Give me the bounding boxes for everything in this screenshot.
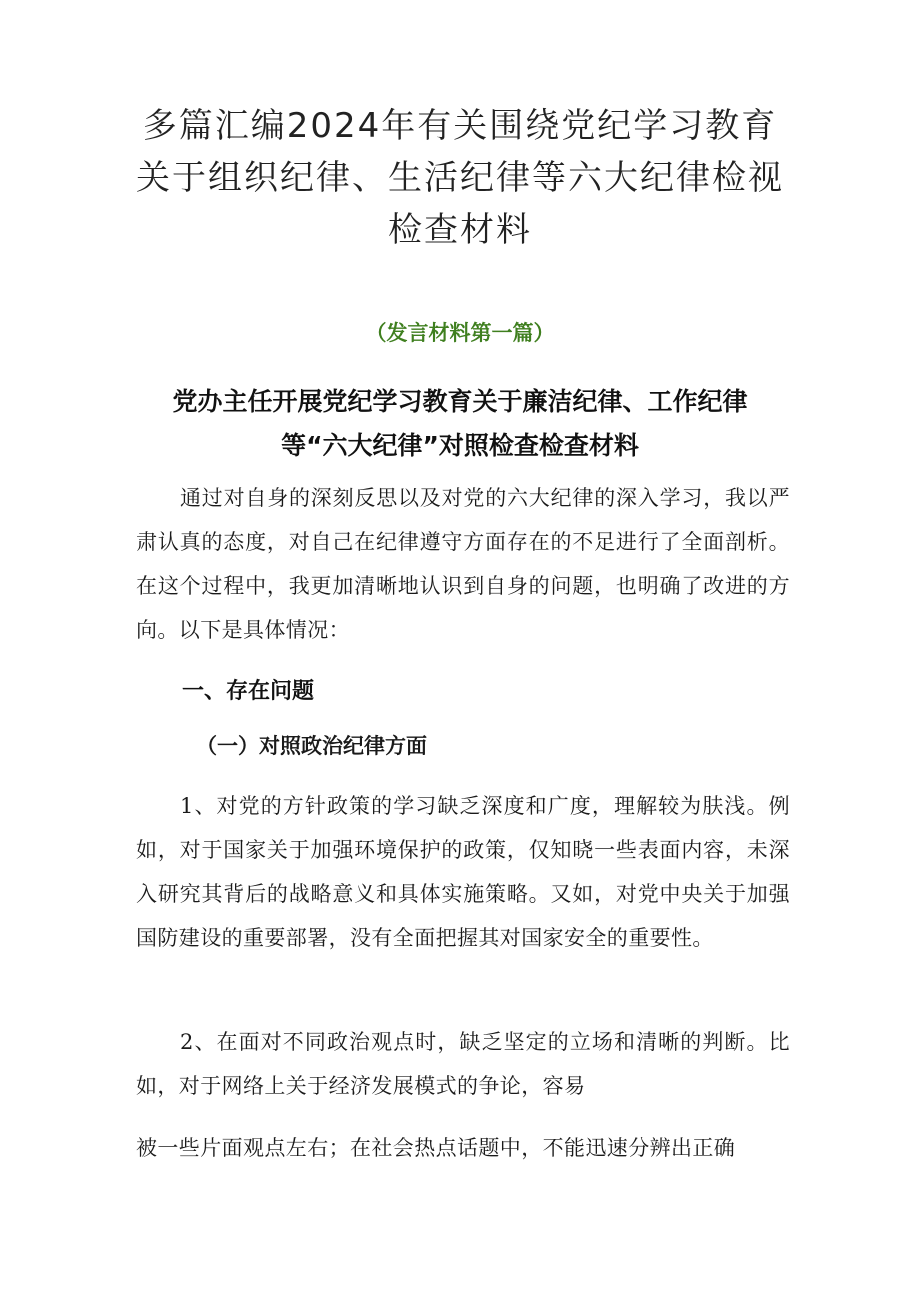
document-title: 多篇汇编2024年有关围绕党纪学习教育关于组织纪律、生活纪律等六大纪律检视检查材料 [136, 106, 784, 250]
paragraph-point-1: 1、对党的方针政策的学习缺乏深度和广度，理解较为肤浅。例如，对于国家关于加强环境保护的政策，仅知晓一些表面内容，未深入研究其背后的战略意义和具体实施策略。又如，对党中央关于加强国防建设的重要部署，没有全面把握其对国家安全的重要性。 [136, 794, 790, 950]
heading-existing-problems: 一、存在问题 [182, 679, 315, 704]
document-subtitle: 党办主任开展党纪学习教育关于廉洁纪律、工作纪律等“六大纪律”对照检查检查材料 [172, 387, 748, 460]
section-label: （发言材料第一篇） [365, 321, 555, 345]
paragraph-point-2: 2、在面对不同政治观点时，缺乏坚定的立场和清晰的判断。比如，对于网络上关于经济发展模式的争论，容易 [136, 1030, 790, 1098]
paragraph-continuation: 被一些片面观点左右；在社会热点话题中，不能迅速分辨出正确 [136, 1136, 736, 1160]
heading-political-discipline: （一）对照政治纪律方面 [196, 733, 427, 758]
intro-paragraph: 通过对自身的深刻反思以及对党的六大纪律的深入学习，我以严肃认真的态度，对自己在纪律遵守方面存在的不足进行了全面剖析。在这个过程中，我更加清晰地认识到自身的问题，也明确了改进的方向。以下是具体情况： [136, 486, 790, 642]
